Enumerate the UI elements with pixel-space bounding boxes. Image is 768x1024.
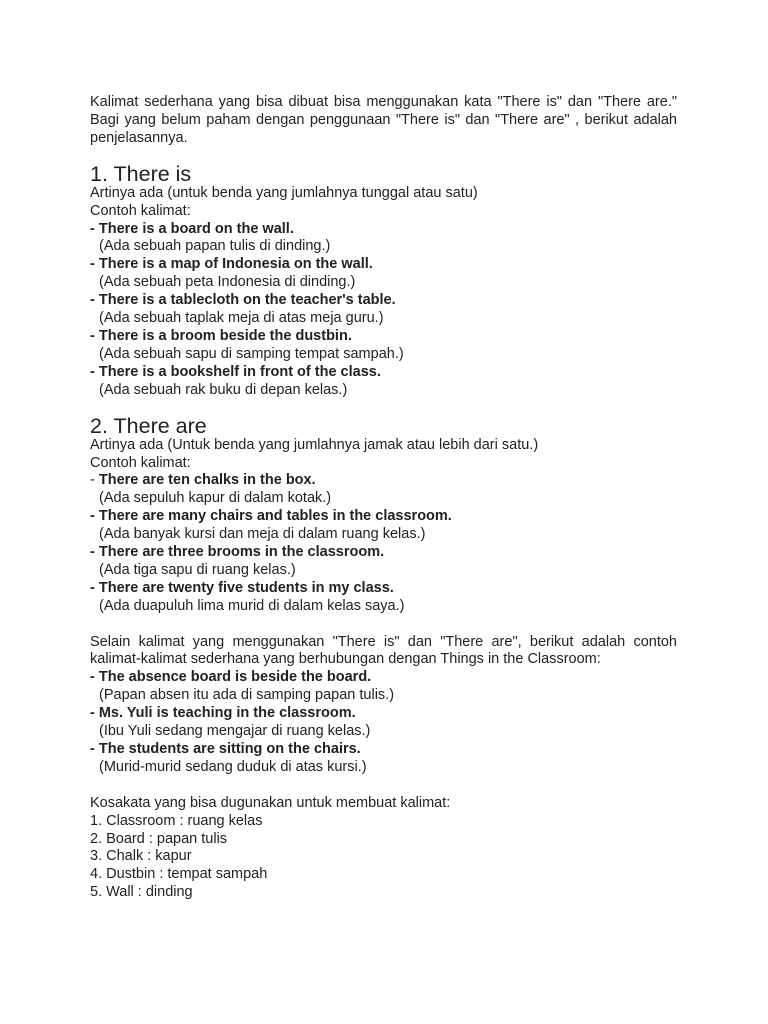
example-sentence: - The absence board is beside the board. bbox=[90, 669, 372, 686]
spacer bbox=[90, 777, 677, 795]
document-page bbox=[90, 94, 677, 902]
spacer bbox=[90, 616, 677, 634]
example-sentence: - There are three brooms in the classroom. bbox=[90, 544, 385, 561]
example-translation: (Ada banyak kursi dan meja di dalam ruang kelas.) bbox=[99, 526, 426, 543]
example-translation: (Ada sebuah taplak meja di atas meja guru.) bbox=[99, 310, 384, 327]
vocab-item: 1. Classroom : ruang kelas bbox=[90, 812, 263, 829]
things-intro-paragraph: Selain kalimat yang menggunakan "There is" dan "There are", berikut adalah contoh kalimat-kalimat sederhana yang berhubungan dengan Things in the Classroom: bbox=[90, 633, 677, 668]
example-translation: (Ada duapuluh lima murid di dalam kelas saya.) bbox=[99, 597, 405, 614]
example-label: Contoh kalimat: bbox=[90, 202, 191, 219]
section-meaning: Artinya ada (Untuk benda yang jumlahnya jamak atau lebih dari satu.) bbox=[90, 436, 539, 453]
example-translation: (Ada sebuah peta Indonesia di dinding.) bbox=[99, 274, 356, 291]
example-translation: (Ada tiga sapu di ruang kelas.) bbox=[99, 561, 296, 578]
example-sentence: - There is a board on the wall. bbox=[90, 220, 294, 237]
vocab-item: 5. Wall : dinding bbox=[90, 884, 193, 901]
example-label: Contoh kalimat: bbox=[90, 454, 191, 471]
example-sentence: - There is a tablecloth on the teacher's table. bbox=[90, 292, 396, 309]
list-dash: - bbox=[90, 472, 99, 489]
example-translation: (Ada sebuah papan tulis di dinding.) bbox=[99, 238, 331, 255]
example-sentence: - There is a bookshelf in front of the class. bbox=[90, 363, 381, 380]
example-translation: (Ada sepuluh kapur di dalam kotak.) bbox=[99, 490, 332, 507]
example-translation: (Murid-murid sedang duduk di atas kursi.) bbox=[99, 758, 367, 775]
intro-paragraph: Kalimat sederhana yang bisa dibuat bisa menggunakan kata "There is" dan "There are." Bagi yang belum paham dengan penggunaan "There is" dan "There are" , berikut adalah penjelasannya. bbox=[90, 94, 677, 146]
example-sentence: - There are twenty five students in my class. bbox=[90, 579, 394, 596]
vocab-item: 2. Board : papan tulis bbox=[90, 830, 228, 847]
section-heading-there-are: 2. There are bbox=[90, 413, 207, 438]
example-sentence: - There is a map of Indonesia on the wall. bbox=[90, 256, 373, 273]
example-translation: (Ada sebuah sapu di samping tempat sampah.) bbox=[99, 345, 404, 362]
example-sentence: - Ms. Yuli is teaching in the classroom. bbox=[90, 705, 356, 722]
example-sentence: - There is a broom beside the dustbin. bbox=[90, 327, 352, 344]
example-translation: (Ada sebuah rak buku di depan kelas.) bbox=[99, 381, 348, 398]
example-translation: (Papan absen itu ada di samping papan tulis.) bbox=[99, 687, 395, 704]
section-heading-there-is: 1. There is bbox=[90, 161, 192, 186]
vocab-item: 3. Chalk : kapur bbox=[90, 848, 192, 865]
example-sentence: - The students are sitting on the chairs. bbox=[90, 740, 361, 757]
example-translation: (Ibu Yuli sedang mengajar di ruang kelas.) bbox=[99, 723, 371, 740]
example-sentence: - There are many chairs and tables in the classroom. bbox=[90, 508, 452, 525]
example-sentence bbox=[90, 472, 677, 490]
section-meaning: Artinya ada (untuk benda yang jumlahnya tunggal atau satu) bbox=[90, 184, 478, 201]
vocab-intro: Kosakata yang bisa dugunakan untuk membuat kalimat: bbox=[90, 794, 451, 811]
vocab-item: 4. Dustbin : tempat sampah bbox=[90, 866, 268, 883]
example-sentence-text: There are ten chalks in the box. bbox=[98, 472, 316, 489]
